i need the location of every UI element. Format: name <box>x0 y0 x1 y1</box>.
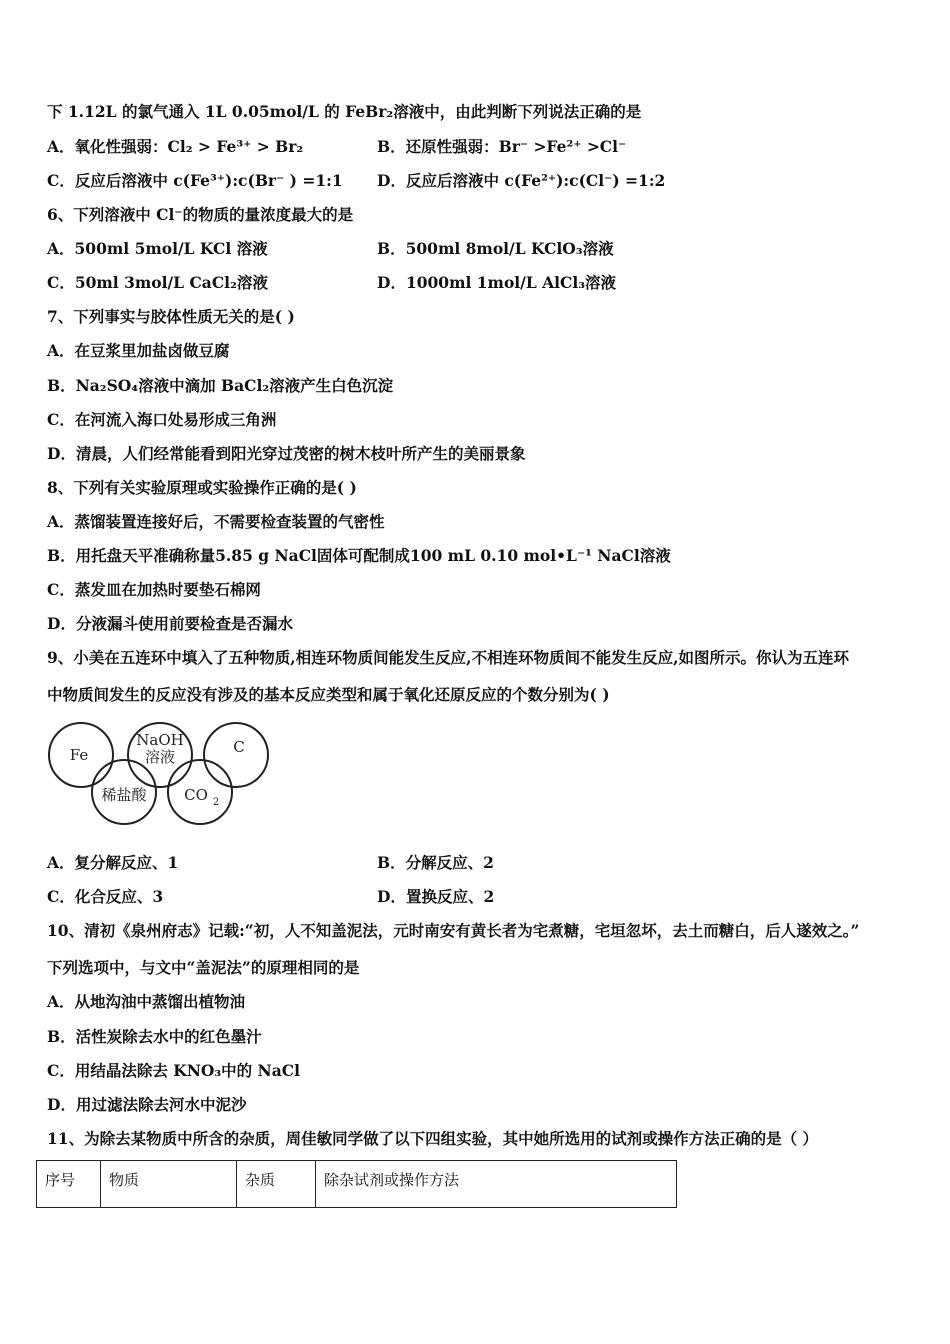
q8-option-c: C．蒸发皿在加热时要垫石棉网 <box>47 580 261 599</box>
ring-label-fe: Fe <box>69 746 89 764</box>
q6-option-a: A．500ml 5mol/L KCl 溶液 <box>47 239 268 258</box>
q10-stem-line2: 下列选项中，与文中“盖泥法”的原理相同的是 <box>47 958 360 977</box>
q10-option-a: A．从地沟油中蒸馏出植物油 <box>47 992 246 1011</box>
q11-header-substance: 物质 <box>101 1161 237 1208</box>
q7-option-c: C．在河流入海口处易形成三角洲 <box>47 410 277 429</box>
q10-option-b: B．活性炭除去水中的红色墨汁 <box>47 1027 262 1046</box>
ring-label-co2: CO <box>184 786 208 804</box>
q6-option-d: D．1000ml 1mol/L AlCl₃溶液 <box>377 273 617 292</box>
q10-stem-line1: 10、清初《泉州府志》记载:“初，人不知盖泥法，元时南安有黄长者为宅煮糖，宅垣忽坏，去土而糖白，后人遂效之。” <box>47 921 860 940</box>
q9-stem-line2: 中物质间发生的反应没有涉及的基本反应类型和属于氧化还原反应的个数分别为( ) <box>47 685 610 704</box>
q6-option-c: C．50ml 3mol/L CaCl₂溶液 <box>47 273 268 292</box>
q10-option-c: C．用结晶法除去 KNO₃中的 NaCl <box>47 1061 300 1080</box>
q11-table-header-row <box>37 1161 677 1208</box>
q8-option-d: D．分液漏斗使用前要检查是否漏水 <box>47 614 293 633</box>
q5-option-b: B．还原性强弱：Br⁻ >Fe²⁺ >Cl⁻ <box>377 137 627 156</box>
q5-option-c: C．反应后溶液中 c(Fe³⁺):c(Br⁻ ) =1:1 <box>47 171 343 190</box>
q5-stem: 下 1.12L 的氯气通入 1L 0.05mol/L 的 FeBr₂溶液中，由此判断下列说法正确的是 <box>47 102 642 121</box>
q6-option-b: B．500ml 8mol/L KClO₃溶液 <box>377 239 614 258</box>
q9-option-a: A．复分解反应、1 <box>47 853 179 872</box>
q7-option-b: B．Na₂SO₄溶液中滴加 BaCl₂溶液产生白色沉淀 <box>47 376 394 395</box>
q7-option-a: A．在豆浆里加盐卤做豆腐 <box>47 341 230 360</box>
q9-option-b: B．分解反应、2 <box>377 853 494 872</box>
q6-stem: 6、下列溶液中 Cl⁻的物质的量浓度最大的是 <box>47 205 354 224</box>
ring-label-naoh: NaOH <box>136 731 184 749</box>
q7-option-d: D．清晨，人们经常能看到阳光穿过茂密的树木枝叶所产生的美丽景象 <box>47 444 526 463</box>
ring-label-naoh-solution: 溶液 <box>144 748 176 766</box>
q10-option-d: D．用过滤法除去河水中泥沙 <box>47 1095 247 1114</box>
q9-option-d: D．置换反应、2 <box>377 887 495 906</box>
q11-stem: 11、为除去某物质中所含的杂质，周佳敏同学做了以下四组实验，其中她所选用的试剂或操作方法正确的是（ ） <box>47 1129 818 1148</box>
q5-option-d: D．反应后溶液中 c(Fe²⁺):c(Cl⁻) =1:2 <box>377 171 666 190</box>
q5-option-a: A．氧化性强弱：Cl₂ > Fe³⁺ > Br₂ <box>47 137 304 156</box>
ring-label-c: C <box>233 738 245 756</box>
q11-table <box>36 1160 677 1208</box>
q7-stem: 7、下列事实与胶体性质无关的是( ) <box>47 307 295 326</box>
q8-option-b: B．用托盘天平准确称量5.85 g NaCl固体可配制成100 mL 0.10 mol•L⁻¹ NaCl溶液 <box>47 546 671 565</box>
ring-label-hcl: 稀盐酸 <box>101 786 147 804</box>
five-rings-diagram <box>44 722 274 826</box>
q8-option-a: A．蒸馏装置连接好后，不需要检查装置的气密性 <box>47 512 385 531</box>
q11-header-index: 序号 <box>37 1161 101 1208</box>
q9-option-c: C．化合反应、3 <box>47 887 164 906</box>
q8-stem: 8、下列有关实验原理或实验操作正确的是( ) <box>47 478 357 497</box>
q11-header-method: 除杂试剂或操作方法 <box>316 1161 677 1208</box>
ring-label-co2-subscript: 2 <box>212 797 220 808</box>
q9-stem-line1: 9、小美在五连环中填入了五种物质,相连环物质间能发生反应,不相连环物质间不能发生反应,如图所示。你认为五连环 <box>47 648 849 667</box>
q11-header-impurity: 杂质 <box>237 1161 316 1208</box>
